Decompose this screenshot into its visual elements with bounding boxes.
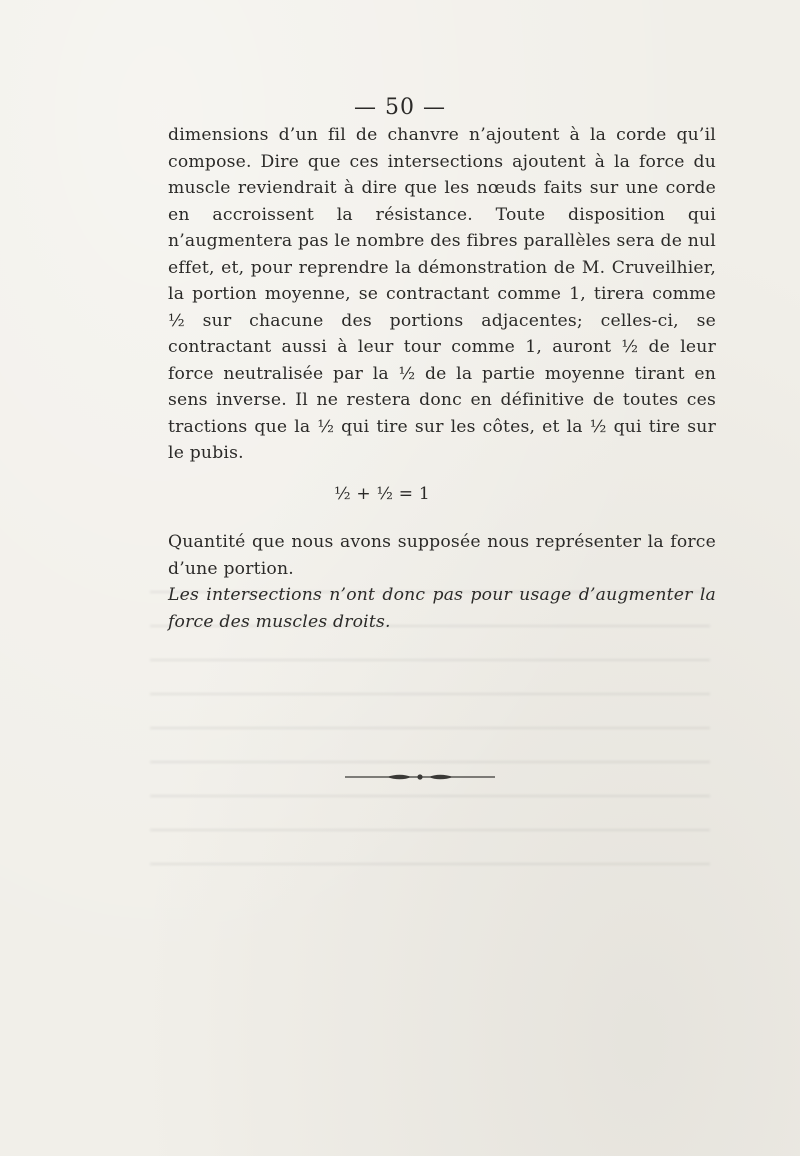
paragraph-1: dimensions d’un fil de chanvre n’ajoutent à la corde qu’il compose. Dire que ces intersections ajoutent à la force du muscle reviendrait à dire que les nœuds faits sur une corde en accroissent la résistance. Toute disposition qui n’augmentera pas le nombre des fibres parallèles sera de nul effet, et, pour reprendre la démonstration de M. Cruveilhier, la portion moyenne, se contractant comme 1, tirera comme ½ sur chacune des portions adjacentes; celles-ci, se contractant aussi à leur tour comme 1, auront ½ de leur force neutralisée par la ½ de la partie moyenne tirant en sens inverse. Il ne restera donc en définitive de toutes ces tractions que la ½ qui tire sur les côtes, et la ½ qui tire sur le pubis. [168, 125, 716, 463]
equation: ½ + ½ = 1 [334, 483, 430, 504]
paragraph-2: Quantité que nous avons supposée nous représenter la force d’une portion. [168, 532, 716, 579]
paragraph-3: Les intersections n’ont donc pas pour usage d’augmenter la force des muscles droits. [168, 585, 716, 632]
body-text [168, 122, 716, 635]
section-divider [345, 773, 495, 781]
page-number: — 50 — [354, 95, 446, 120]
divider-ornament-icon [345, 773, 495, 781]
